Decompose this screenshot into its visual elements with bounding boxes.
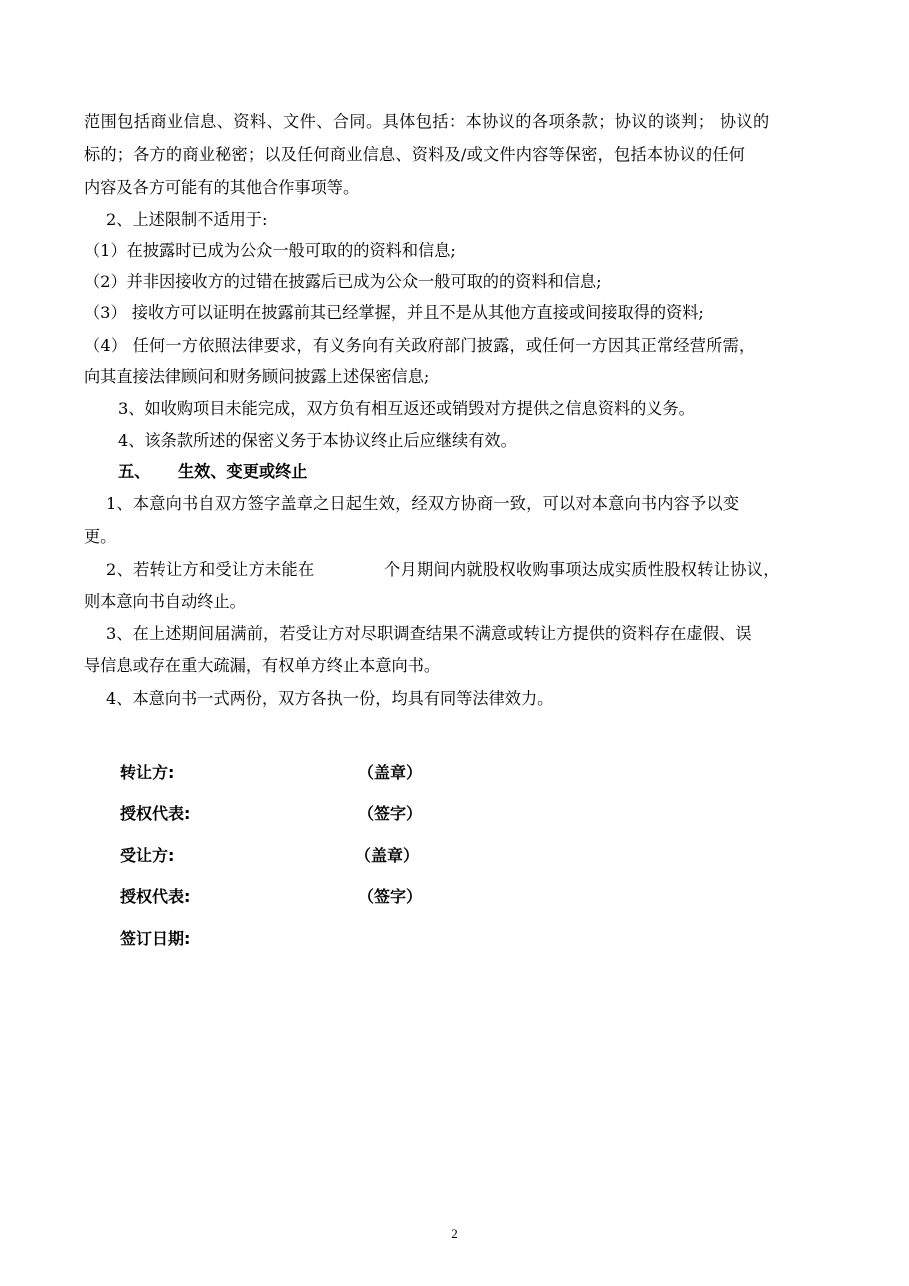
list-item: 3、如收购项目未能完成，双方负有相互返还或销毁对方提供之信息资料的义务。 xyxy=(118,399,695,418)
list-item: （3） 接收方可以证明在披露前其已经掌握，并且不是从其他方直接或间接取得的资料; xyxy=(84,303,704,322)
section-heading-title: 生效、变更或终止 xyxy=(178,462,308,481)
list-item: （2）并非因接收方的过错在披露后已成为公众一般可取的的资料和信息; xyxy=(84,272,602,291)
body-line: 1、本意向书自双方签字盖章之日起生效，经双方协商一致，可以对本意向书内容予以变 xyxy=(106,494,740,513)
transferee-rep-label: 授权代表: xyxy=(120,887,191,906)
transferee-label: 受让方: xyxy=(120,846,175,865)
transferor-rep-signature-mark: （签字） xyxy=(358,804,423,823)
body-line: 导信息或存在重大疏漏，有权单方终止本意向书。 xyxy=(84,656,441,675)
list-item: （4） 任何一方依照法律要求，有义务向有关政府部门披露，或任何一方因其正常经营所需， xyxy=(84,336,756,355)
body-line: 标的；各方的商业秘密；以及任何商业信息、资料及/或文件内容等保密，包括本协议的任何 xyxy=(84,145,746,164)
body-line: 则本意向书自动终止。 xyxy=(84,592,246,611)
list-item: （1）在披露时已成为公众一般可取的的资料和信息; xyxy=(84,241,456,260)
body-line: 3、在上述期间届满前，若受让方对尽职调查结果不满意或转让方提供的资料存在虚假、误 xyxy=(106,624,752,643)
section-heading-number: 五、 xyxy=(118,462,151,481)
body-line: 范围包括商业信息、资料、文件、合同。具体包括：本协议的各项条款；协议的谈判； 协议的 xyxy=(84,112,770,131)
page-number: 2 xyxy=(451,1226,458,1241)
transferee-seal-mark: （盖章） xyxy=(355,846,420,865)
list-item: 4、该条款所述的保密义务于本协议终止后应继续有效。 xyxy=(118,431,517,450)
transferee-rep-signature-mark: （签字） xyxy=(358,887,423,906)
signing-date-label: 签订日期: xyxy=(120,929,191,948)
body-line: 内容及各方可能有的其他合作事项等。 xyxy=(84,178,360,197)
list-item: 向其直接法律顾问和财务顾问披露上述保密信息; xyxy=(84,367,430,386)
transferor-label: 转让方: xyxy=(120,763,175,782)
list-item-heading: 2、上述限制不适用于: xyxy=(106,210,268,229)
body-line: 4、本意向书一式两份，双方各执一份，均具有同等法律效力。 xyxy=(106,689,554,708)
transferor-rep-label: 授权代表: xyxy=(120,804,191,823)
body-line: 2、若转让方和受让方未能在 xyxy=(106,560,315,579)
body-line: 更。 xyxy=(84,527,117,546)
body-line: 个月期间内就股权收购事项达成实质性股权转让协议， xyxy=(384,560,780,579)
transferor-seal-mark: （盖章） xyxy=(358,763,423,782)
